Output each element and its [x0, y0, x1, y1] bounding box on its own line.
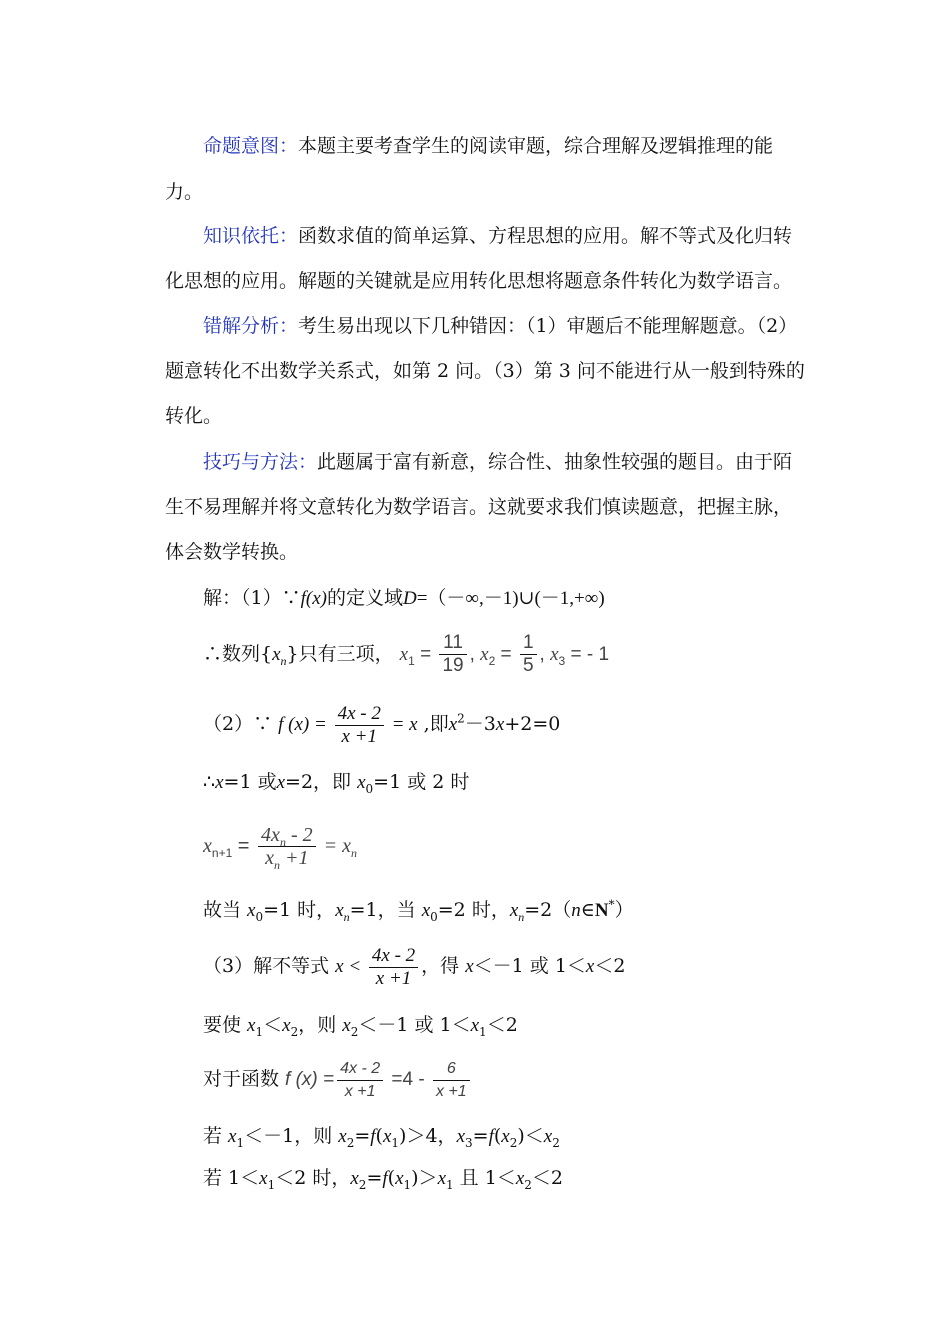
solution-line-8	[203, 1013, 518, 1038]
eq-sign: =	[232, 835, 256, 857]
intent-text-cont: 力。	[165, 181, 204, 203]
text: =1，当	[349, 899, 422, 921]
method-paragraph-line1	[203, 450, 792, 474]
x3-value: = - 1	[565, 644, 610, 665]
text: ）	[614, 899, 634, 921]
solution-line-5	[203, 822, 357, 873]
n-plus-1-sub: n+1	[211, 846, 233, 860]
x1-symbol: x	[247, 1015, 256, 1036]
sub: 2	[350, 1024, 359, 1039]
sub: 1	[267, 1177, 276, 1192]
eq-sign: =	[414, 644, 437, 665]
errors-paragraph-line1	[203, 314, 797, 338]
text: ，则	[298, 1014, 343, 1036]
text: 若 1＜	[203, 1167, 260, 1189]
errors-text-cont: 题意转化不出数学关系式，如第 2 问。（3）第 3 问不能进行从一般到特殊的	[165, 360, 805, 382]
x0-sub: 0	[365, 781, 374, 796]
text: ＜2 时，	[275, 1167, 351, 1189]
x-symbol: x	[276, 772, 286, 793]
x1-sub: 1	[408, 653, 415, 668]
fraction-4x-2	[337, 1058, 383, 1103]
errors-paragraph-line2	[165, 359, 805, 383]
sub: 1	[403, 1177, 412, 1192]
x0-symbol: x	[357, 772, 366, 793]
xn-symbol: x	[335, 900, 344, 921]
fraction-denominator: x +1	[435, 1082, 467, 1100]
fraction-denominator: x +1	[375, 967, 412, 989]
step3-label: （3）解不等式	[203, 955, 336, 977]
x1-symbol: x	[395, 1168, 404, 1189]
x1-symbol: x	[399, 644, 409, 665]
sub: 1	[446, 1177, 454, 1192]
text: =	[472, 1125, 489, 1147]
fraction-1-5	[520, 632, 537, 677]
errors-paragraph-line3	[165, 404, 222, 428]
text: ＜2	[594, 955, 626, 977]
text: 且 1＜	[453, 1167, 516, 1189]
errors-heading: 错解分析：	[203, 315, 299, 337]
x3-symbol: x	[456, 1126, 465, 1147]
sub: 2	[290, 1024, 299, 1039]
comma: ,	[469, 644, 481, 665]
x2-symbol: x	[338, 1126, 347, 1147]
eq-x: = x	[318, 835, 351, 857]
f-symbol: f	[488, 1126, 494, 1147]
text: (	[387, 1167, 396, 1189]
sub: 1	[255, 1024, 264, 1039]
den-part: +1	[280, 847, 309, 870]
text: 要使	[203, 1014, 248, 1036]
method-text-cont: 生不易理解并将文意转化为数学语言。这就要求我们慎读题意，把握主脉，	[165, 496, 793, 518]
x0-sub: 0	[430, 909, 438, 924]
x2-symbol: x	[501, 1126, 510, 1147]
text: =	[354, 1125, 371, 1147]
text: (	[493, 1125, 502, 1147]
comma: ,	[539, 644, 551, 665]
domain-symbol: D	[402, 588, 417, 609]
sub: 2	[346, 1135, 355, 1150]
x2-symbol: x	[480, 644, 489, 665]
text: )＜	[517, 1125, 544, 1147]
solution-line-2	[203, 630, 609, 679]
step2-label: （2）∵	[203, 713, 279, 735]
x-symbol: x	[585, 956, 595, 977]
x2-symbol: x	[282, 1015, 291, 1036]
n-symbol: n	[571, 900, 581, 921]
solution-line-9	[203, 1055, 473, 1104]
errors-text-end: 转化。	[165, 405, 223, 427]
fraction-denominator	[258, 847, 316, 873]
sub: 1	[391, 1135, 400, 1150]
x1-symbol: x	[382, 1126, 392, 1147]
sub: 1	[236, 1135, 245, 1150]
fraction-denominator: x +1	[344, 1082, 376, 1100]
x-symbol: x	[465, 956, 474, 977]
knowledge-heading: 知识依托：	[203, 225, 299, 247]
fraction-6	[433, 1058, 470, 1103]
sequence-sub: n	[280, 653, 287, 668]
text: =	[366, 1167, 383, 1189]
text: ＜－1 或 1＜	[473, 955, 586, 977]
den-part: x	[265, 847, 275, 870]
n-sub: n	[350, 846, 357, 860]
text: ＜2	[486, 1014, 518, 1036]
text: =4 -	[386, 1069, 430, 1090]
text: )＞	[411, 1167, 438, 1189]
solution-line-7	[203, 942, 625, 991]
text: 若	[203, 1125, 229, 1147]
x3-sub: 3	[558, 653, 566, 668]
text: )＞4，	[399, 1125, 457, 1147]
natural-numbers-symbol: N	[594, 900, 609, 921]
text: =2，即	[285, 771, 358, 793]
x2-symbol: x	[342, 1015, 351, 1036]
eq-x: = x	[386, 714, 418, 735]
solution-line-4	[203, 770, 469, 795]
sub: 2	[358, 1177, 367, 1192]
knowledge-text-cont: 化思想的应用。解题的关键就是应用转化思想将题意条件转化为数学语言。	[165, 270, 793, 292]
f-symbol: f	[382, 1168, 388, 1189]
x-symbol: x	[203, 835, 212, 857]
text: ＜2	[531, 1167, 563, 1189]
x2-symbol: x	[350, 1168, 359, 1189]
x2-symbol: x	[515, 1168, 525, 1189]
knowledge-paragraph-line2	[165, 269, 792, 293]
f-symbol: f	[370, 1126, 376, 1147]
equation-end: +2=0	[504, 713, 561, 735]
method-paragraph-line2	[165, 495, 792, 519]
num-part: - 2	[285, 824, 313, 847]
intent-paragraph-line2	[165, 180, 203, 204]
fraction-numerator: 4x - 2	[369, 945, 418, 968]
x2-symbol: x	[543, 1126, 553, 1147]
text: =1 或	[223, 771, 277, 793]
method-text: 此题属于富有新意，综合性、抽象性较强的题目。由于陌	[317, 451, 793, 473]
knowledge-text: 函数求值的简单运算、方程思想的应用。解不等式及化归转	[298, 225, 793, 247]
sub: 3	[465, 1135, 473, 1150]
text: =1 时，	[263, 899, 336, 921]
x-symbol: x	[495, 714, 505, 735]
fraction-recurrence	[258, 824, 316, 873]
then-text: ,即	[417, 713, 449, 735]
method-paragraph-line3	[165, 540, 298, 564]
text: 故当	[203, 899, 248, 921]
sequence-values	[399, 632, 610, 677]
solution-line-3	[203, 700, 560, 749]
x1-symbol: x	[228, 1126, 237, 1147]
text: ＜－1，则	[244, 1125, 339, 1147]
text: =2 时，	[437, 899, 510, 921]
domain-text: 的定义域	[326, 587, 403, 609]
therefore-sign: ∴	[203, 771, 216, 793]
fraction-denominator: 5	[522, 655, 534, 677]
x2-sub: 2	[488, 653, 496, 668]
fraction-numerator	[258, 824, 316, 850]
function-fx: f(x)	[300, 588, 327, 609]
num-part: 4x	[261, 824, 280, 847]
sub: 2	[509, 1135, 518, 1150]
intent-text: 本题主要考查学生的阅读审题，综合理解及逻辑推理的能	[298, 135, 774, 157]
sequence-text-b: }只有三项，	[286, 643, 394, 665]
solution-line-6	[203, 898, 634, 923]
text: =1 或 2 时	[373, 771, 470, 793]
solution-step1-label: 解：（1）∵	[203, 587, 301, 609]
fraction-denominator: 19	[442, 655, 464, 677]
fraction-numerator: 6	[433, 1058, 470, 1081]
x-symbol: x	[448, 714, 458, 735]
fraction-numerator: 11	[439, 632, 466, 655]
sequence-text-a: ∴数列{	[203, 643, 273, 665]
fx-lhs: f (x) =	[278, 714, 332, 735]
method-text-end: 体会数学转换。	[165, 541, 299, 563]
text: 对于函数	[203, 1068, 286, 1090]
errors-text: 考生易出现以下几种错因：（1）审题后不能理解题意。（2）	[298, 315, 798, 337]
n-sub: n	[279, 835, 286, 850]
text: ，得	[421, 955, 466, 977]
fraction-numerator: 4x - 2	[337, 1058, 383, 1081]
solution-line-1	[203, 586, 605, 611]
fraction-11-19	[439, 632, 466, 677]
solution-line-10	[203, 1124, 560, 1149]
minus-three: －3	[464, 713, 496, 735]
fraction-denominator: x +1	[341, 725, 377, 747]
n-sub: n	[343, 909, 350, 924]
fx-lhs: f (x) =	[285, 1069, 335, 1090]
text: =2（	[524, 899, 572, 921]
eq-sign: =	[495, 644, 517, 665]
element-of-sign: ∈	[580, 899, 595, 921]
text: ＜	[263, 1014, 283, 1036]
square-sup: 2	[457, 711, 465, 726]
intent-paragraph-line1	[203, 134, 773, 158]
sub: 2	[524, 1177, 532, 1192]
xn-symbol: x	[509, 900, 519, 921]
knowledge-paragraph-line1	[203, 224, 792, 248]
intent-heading: 命题意图：	[203, 135, 299, 157]
sequence-x: x	[272, 644, 281, 665]
x3-symbol: x	[550, 644, 559, 665]
x-less-than: x <	[335, 956, 366, 977]
sub: 1	[479, 1024, 487, 1039]
sub: 2	[552, 1135, 560, 1150]
fraction-4x-2	[335, 703, 384, 748]
n-sub: n	[518, 909, 525, 924]
x1-symbol: x	[259, 1168, 268, 1189]
text: ＜－1 或 1＜	[358, 1014, 471, 1036]
star-sup: *	[608, 897, 615, 912]
x-symbol: x	[215, 772, 224, 793]
n-sub: n	[274, 858, 281, 873]
solution-line-11	[203, 1166, 563, 1191]
x0-sub: 0	[255, 909, 264, 924]
fraction-4x-2	[369, 945, 418, 990]
x0-symbol: x	[421, 900, 431, 921]
x1-symbol: x	[470, 1015, 480, 1036]
method-heading: 技巧与方法：	[203, 451, 318, 473]
x1-symbol: x	[437, 1168, 446, 1189]
domain-set: =（－∞,－1)∪(－1,+∞)	[416, 588, 605, 609]
text: (	[375, 1125, 383, 1147]
x0-symbol: x	[247, 900, 256, 921]
fraction-numerator: 1	[520, 632, 537, 655]
fraction-numerator: 4x - 2	[335, 703, 384, 726]
